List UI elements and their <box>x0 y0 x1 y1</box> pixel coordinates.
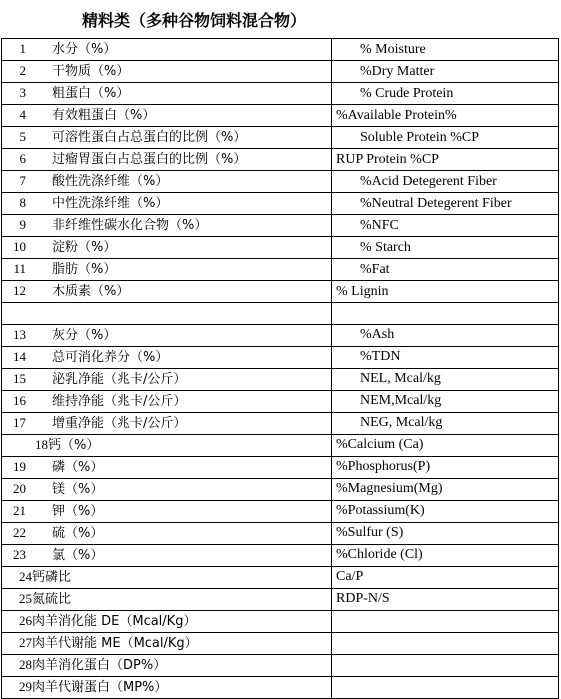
row-number: 13 <box>13 326 26 342</box>
table-row <box>2 303 559 325</box>
cn-label: 脂肪（%） <box>52 262 117 277</box>
table-row <box>2 259 559 281</box>
cn-label: 泌乳净能（兆卡/公斤） <box>52 371 187 387</box>
cn-cell <box>2 149 332 171</box>
cn-cell <box>2 237 332 259</box>
en-cell <box>332 610 559 632</box>
en-cell <box>332 259 559 281</box>
en-cell <box>332 39 559 61</box>
table-row <box>2 83 559 105</box>
row-number: 19 <box>13 458 26 474</box>
cn-cell <box>2 281 332 303</box>
en-label: % Moisture <box>360 41 426 57</box>
table-row <box>2 434 559 456</box>
row-number: 21 <box>13 502 26 518</box>
en-label: RUP Protein %CP <box>336 151 439 167</box>
cn-label: 粗蛋白（%） <box>52 86 130 101</box>
cn-cell <box>2 456 332 478</box>
table-row <box>2 39 559 61</box>
cn-cell <box>2 632 332 654</box>
en-cell <box>332 215 559 237</box>
en-cell <box>332 324 559 346</box>
en-cell <box>332 566 559 588</box>
cn-cell <box>2 346 332 368</box>
table-row <box>2 544 559 566</box>
cn-label: 非纤维性碳水化合物（%） <box>52 218 208 233</box>
en-label: %Neutral Detegerent Fiber <box>360 195 512 211</box>
en-label: %Sulfur (S) <box>336 525 404 540</box>
cn-cell <box>2 654 332 676</box>
cn-label: 酸性洗涤纤维（%） <box>52 174 169 189</box>
page-title: 精料类（多种谷物饲料混合物） <box>82 11 307 30</box>
row-number: 2 <box>19 63 26 78</box>
table-row <box>2 610 559 632</box>
cn-cell <box>2 215 332 237</box>
table-row <box>2 478 559 500</box>
en-cell <box>332 478 559 500</box>
cn-cell <box>2 259 332 281</box>
cn-label: 肉羊代谢蛋白（MP%） <box>32 679 168 695</box>
cn-cell <box>2 434 332 456</box>
table-row <box>2 368 559 390</box>
table-row <box>2 390 559 412</box>
table-row <box>2 149 559 171</box>
en-cell <box>332 412 559 434</box>
cn-label: 淀粉（%） <box>52 240 117 255</box>
row-number: 29 <box>19 678 32 694</box>
en-label: %Potassium(K) <box>336 503 425 518</box>
cn-cell <box>2 127 332 149</box>
row-number: 24 <box>19 568 32 584</box>
cn-cell <box>2 39 332 61</box>
en-label: %Chloride (Cl) <box>336 547 423 562</box>
en-label: %Fat <box>360 261 390 277</box>
en-label: NEL, Mcal/kg <box>360 371 441 386</box>
cn-label: 氯（%） <box>52 547 104 563</box>
cn-cell <box>2 478 332 500</box>
row-number: 14 <box>13 348 26 364</box>
cn-cell <box>2 544 332 566</box>
en-label: NEM,Mcal/kg <box>360 393 442 408</box>
cn-cell <box>2 193 332 215</box>
en-label: %Ash <box>360 327 395 342</box>
en-label: %Calcium (Ca) <box>336 437 424 452</box>
en-cell <box>332 149 559 171</box>
en-label <box>332 657 336 672</box>
en-cell <box>332 193 559 215</box>
row-number: 15 <box>13 370 26 386</box>
table-row <box>2 676 559 698</box>
cn-label: 镁（%） <box>52 481 104 497</box>
cn-cell <box>2 566 332 588</box>
en-cell <box>332 544 559 566</box>
en-cell <box>332 434 559 456</box>
row-number: 10 <box>13 239 26 254</box>
en-cell <box>332 588 559 610</box>
row-number: 3 <box>19 85 26 100</box>
en-cell <box>332 522 559 544</box>
cn-cell <box>2 500 332 522</box>
cn-cell <box>2 368 332 390</box>
en-cell <box>332 632 559 654</box>
row-number: 7 <box>19 173 26 188</box>
en-label: % Starch <box>360 239 411 255</box>
table-row <box>2 588 559 610</box>
row-number: 28 <box>19 656 32 672</box>
cn-label: 有效粗蛋白（%） <box>52 108 156 123</box>
cn-label: 过瘤胃蛋白占总蛋白的比例（%） <box>52 152 247 167</box>
en-cell <box>332 83 559 105</box>
row-number: 26 <box>19 612 32 628</box>
cn-label: 可溶性蛋白占总蛋白的比例（%） <box>52 130 247 145</box>
cn-label: 氮硫比 <box>32 591 72 607</box>
row-number: 6 <box>19 151 26 166</box>
en-label: RDP-N/S <box>336 591 390 606</box>
cn-cell <box>2 61 332 83</box>
table-row <box>2 127 559 149</box>
en-cell <box>332 281 559 303</box>
cn-label: 磷（%） <box>52 459 104 475</box>
table-row <box>2 105 559 127</box>
en-label: NEG, Mcal/kg <box>360 415 443 430</box>
table-row <box>2 566 559 588</box>
cn-cell <box>2 522 332 544</box>
cn-cell <box>2 588 332 610</box>
row-number: 4 <box>19 107 26 122</box>
row-number: 11 <box>13 261 26 276</box>
en-label: %Dry Matter <box>360 63 435 79</box>
nutrient-table <box>1 38 559 699</box>
table-row <box>2 324 559 346</box>
en-cell <box>332 61 559 83</box>
cn-cell <box>2 610 332 632</box>
table-row <box>2 237 559 259</box>
table-row <box>2 500 559 522</box>
cn-label: 钙（%） <box>48 437 100 453</box>
table-row <box>2 456 559 478</box>
en-cell <box>332 676 559 698</box>
en-label: %Phosphorus(P) <box>336 459 431 474</box>
cn-label: 水分（%） <box>52 42 117 57</box>
cn-label: 维持净能（兆卡/公斤） <box>52 393 187 409</box>
cn-label: 肉羊消化蛋白（DP%） <box>32 657 167 673</box>
row-number: 9 <box>19 217 26 232</box>
en-label: Soluble Protein %CP <box>360 129 480 145</box>
en-label <box>332 635 336 650</box>
en-label: %Acid Detegerent Fiber <box>360 173 497 189</box>
cn-label: 灰分（%） <box>52 327 117 343</box>
cn-label: 硫（%） <box>52 525 104 541</box>
en-cell <box>332 368 559 390</box>
table-row <box>2 193 559 215</box>
en-label: Ca/P <box>336 569 364 584</box>
en-cell <box>332 500 559 522</box>
en-cell <box>332 456 559 478</box>
row-number: 16 <box>13 392 26 408</box>
cn-cell <box>2 83 332 105</box>
table-row <box>2 346 559 368</box>
row-number: 17 <box>13 414 26 430</box>
en-cell <box>332 654 559 676</box>
en-cell <box>332 303 559 325</box>
en-cell <box>332 390 559 412</box>
row-number: 25 <box>19 590 32 606</box>
cn-label: 增重净能（兆卡/公斤） <box>52 415 187 431</box>
cn-cell <box>2 412 332 434</box>
en-label: % Lignin <box>336 283 389 299</box>
en-label: %Available Protein% <box>336 107 457 123</box>
en-label: %Magnesium(Mg) <box>336 481 443 496</box>
row-number: 22 <box>13 524 26 540</box>
cn-label: 木质素（%） <box>52 284 130 299</box>
cn-cell <box>2 171 332 193</box>
table-row <box>2 281 559 303</box>
en-label <box>332 613 336 628</box>
row-number: 8 <box>19 195 26 210</box>
table-row <box>2 412 559 434</box>
cn-label: 肉羊消化能 DE（Mcal/Kg） <box>32 613 197 629</box>
en-label <box>332 679 336 694</box>
en-cell <box>332 346 559 368</box>
row-number: 18 <box>35 436 48 452</box>
row-number: 5 <box>19 129 26 144</box>
table-row <box>2 61 559 83</box>
row-number: 1 <box>19 41 26 56</box>
cn-cell <box>2 676 332 698</box>
cn-cell <box>2 303 332 325</box>
row-number: 23 <box>13 546 26 562</box>
en-cell <box>332 127 559 149</box>
row-number: 20 <box>13 480 26 496</box>
en-cell <box>332 237 559 259</box>
row-number: 12 <box>13 283 26 298</box>
en-cell <box>332 171 559 193</box>
cn-cell <box>2 105 332 127</box>
cn-cell <box>2 390 332 412</box>
en-label: %NFC <box>360 217 399 233</box>
table-row <box>2 632 559 654</box>
row-number: 27 <box>19 634 32 650</box>
cn-label: 干物质（%） <box>52 64 130 79</box>
en-label: %TDN <box>360 349 401 364</box>
table-row <box>2 171 559 193</box>
en-label: % Crude Protein <box>360 85 454 101</box>
table-row <box>2 522 559 544</box>
cn-cell <box>2 324 332 346</box>
cn-label: 肉羊代谢能 ME（Mcal/Kg） <box>32 635 198 651</box>
en-cell <box>332 105 559 127</box>
cn-label: 总可消化养分（%） <box>52 349 169 365</box>
table-row <box>2 654 559 676</box>
table-row <box>2 215 559 237</box>
cn-label: 钾（%） <box>52 503 104 519</box>
cn-label: 钙磷比 <box>32 569 72 585</box>
en-label <box>332 305 336 320</box>
cn-label: 中性洗涤纤维（%） <box>52 196 169 211</box>
